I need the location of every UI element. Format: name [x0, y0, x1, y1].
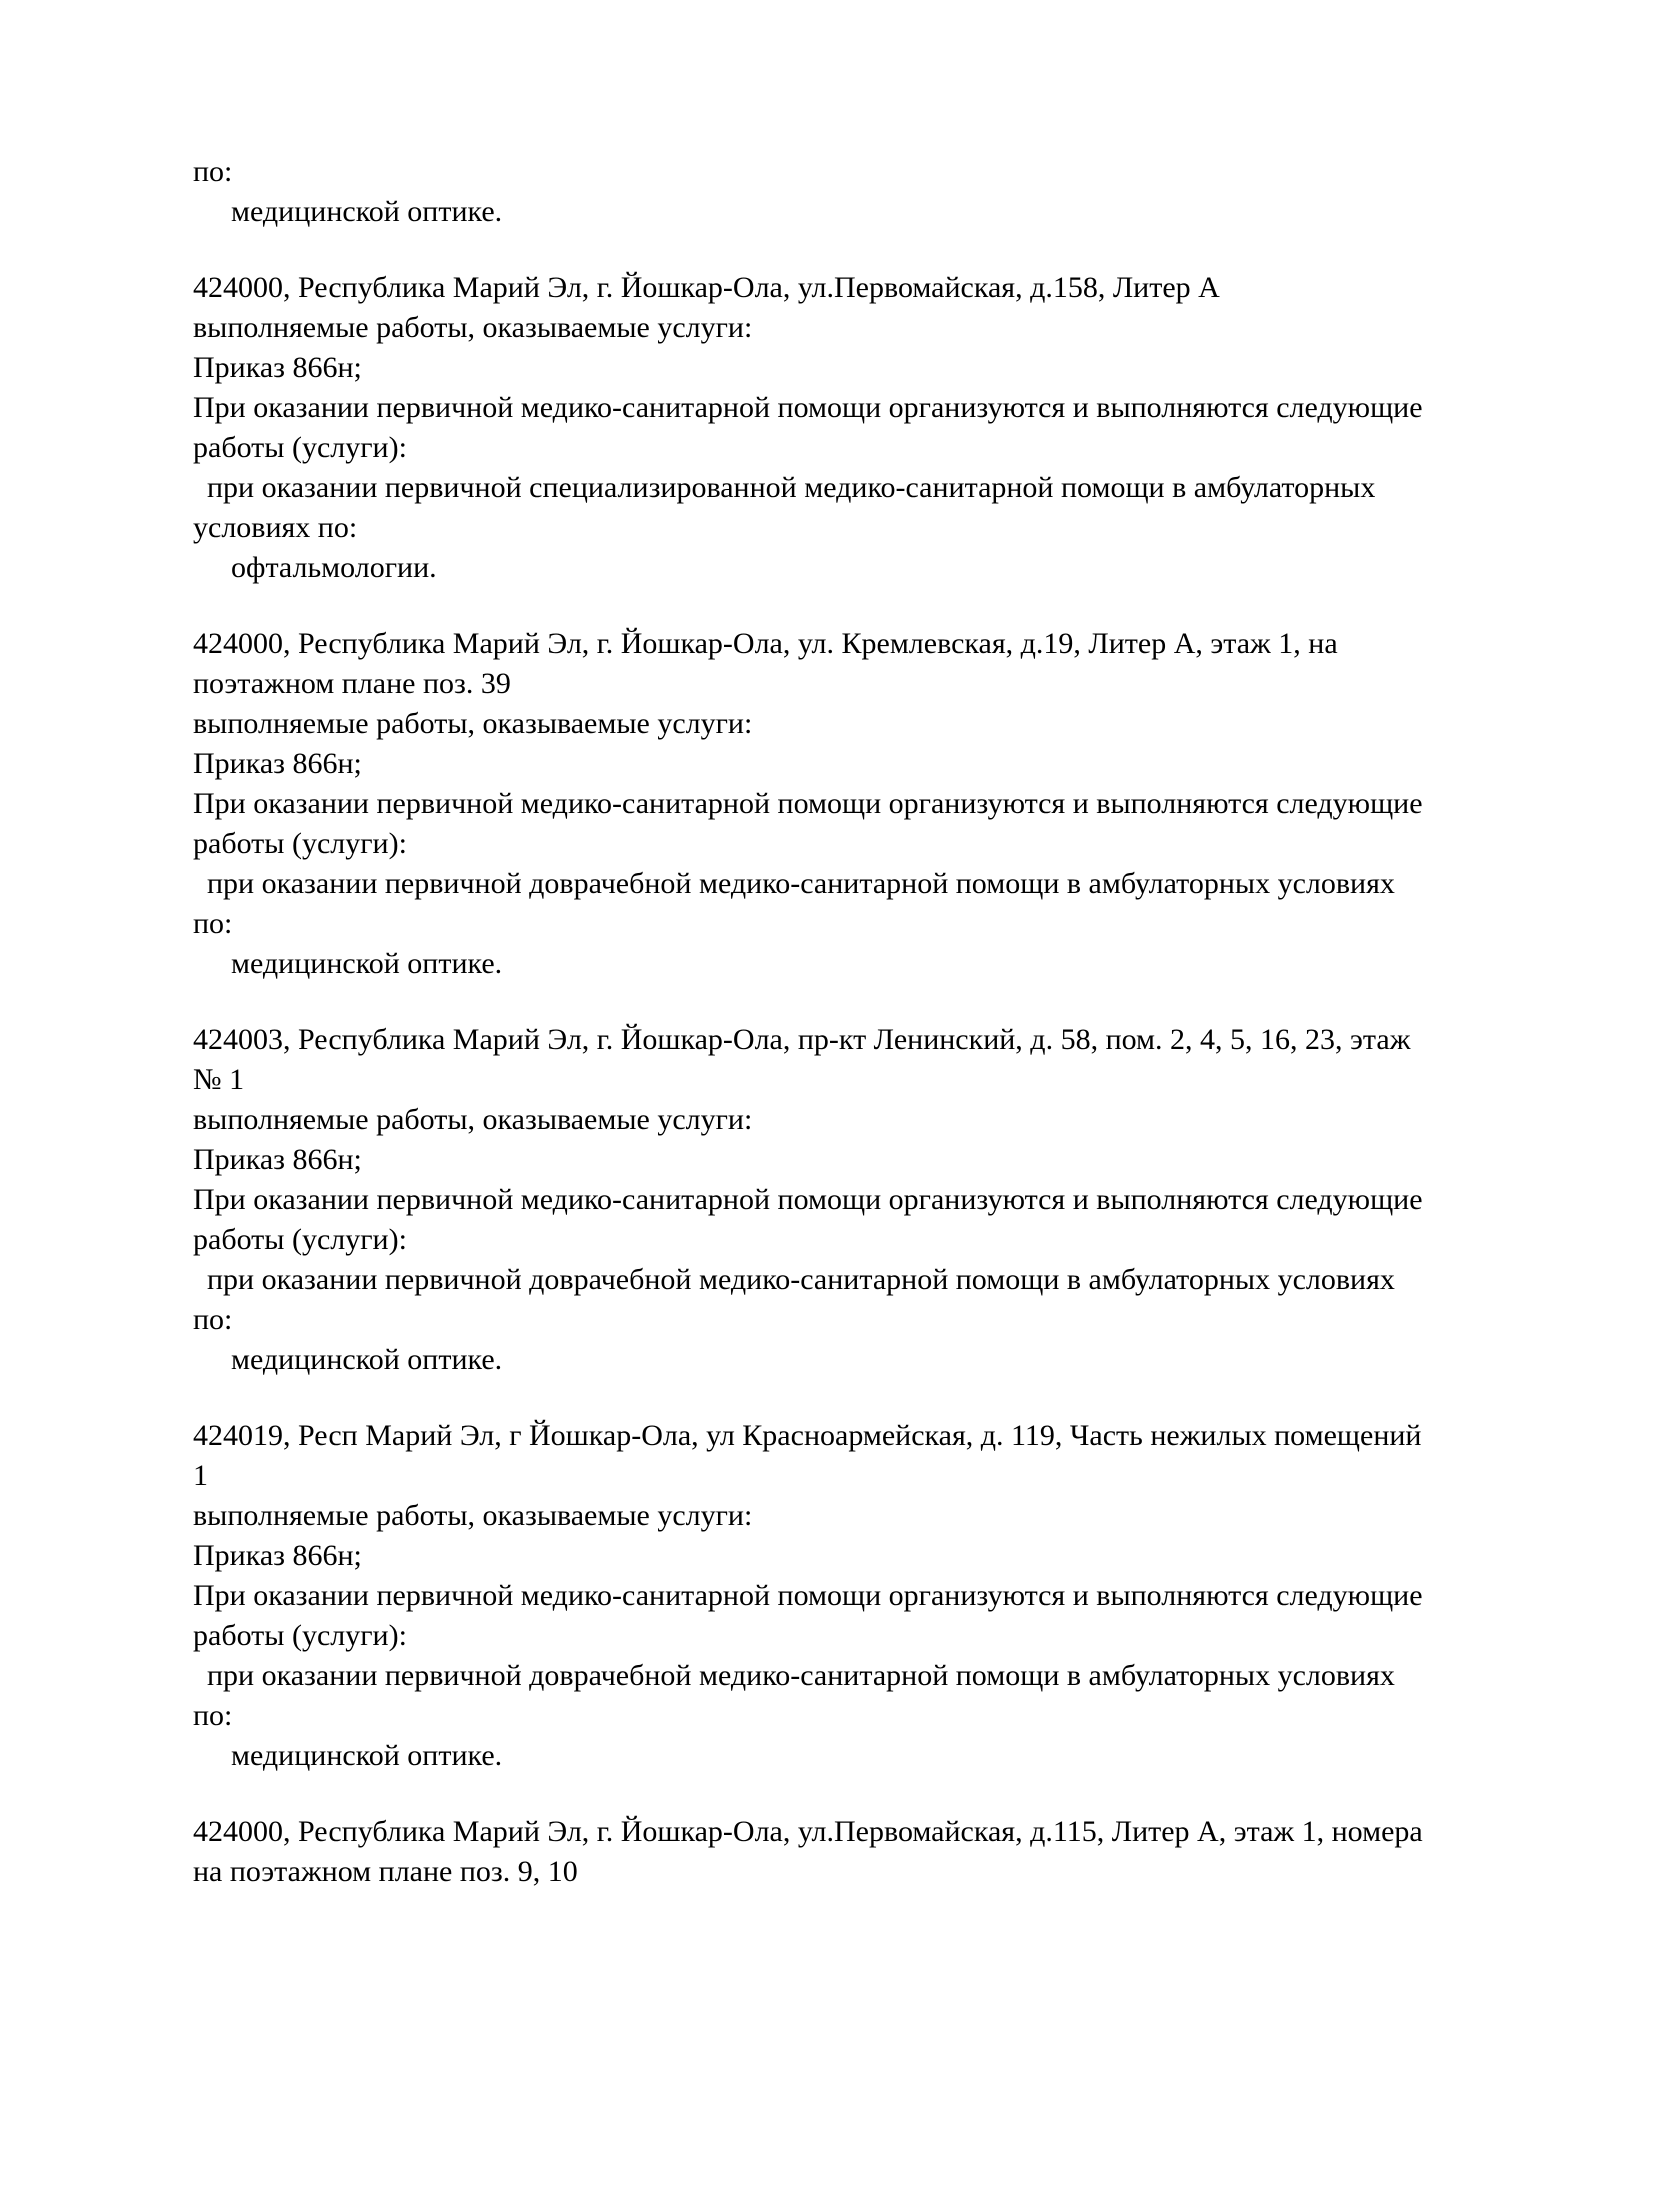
paragraph-gap: [193, 984, 1558, 1020]
specialty-line: медицинской оптике.: [231, 195, 503, 228]
service-item-line: условиях по:: [193, 511, 358, 544]
paragraph-gap: [193, 1380, 1558, 1416]
paragraph-gap: [193, 1776, 1558, 1812]
body-text-line: работы (услуги):: [193, 1619, 407, 1652]
address-line: № 1: [193, 1063, 245, 1096]
address-line: 424000, Республика Марий Эл, г. Йошкар-Ола, ул.Первомайская, д.115, Литер А, этаж 1, номера: [193, 1815, 1423, 1848]
body-text-line: работы (услуги):: [193, 431, 407, 464]
body-text-line: по:: [193, 155, 233, 188]
address-line: 424000, Республика Марий Эл, г. Йошкар-Ола, ул.Первомайская, д.158, Литер А: [193, 271, 1220, 304]
address-line: на поэтажном плане поз. 9, 10: [193, 1855, 578, 1888]
service-item-line: при оказании первичной специализированной медико-санитарной помощи в амбулаторных: [207, 471, 1376, 504]
specialty-line: медицинской оптике.: [231, 947, 503, 980]
address-line: 424003, Республика Марий Эл, г. Йошкар-Ола, пр-кт Ленинский, д. 58, пом. 2, 4, 5, 16, 23, этаж: [193, 1023, 1411, 1056]
body-text-line: При оказании первичной медико-санитарной помощи организуются и выполняются следующие: [193, 391, 1423, 424]
specialty-line: медицинской оптике.: [231, 1343, 503, 1376]
specialty-line: медицинской оптике.: [231, 1739, 503, 1772]
service-item-line: по:: [193, 1699, 233, 1732]
body-text-line: При оказании первичной медико-санитарной помощи организуются и выполняются следующие: [193, 1183, 1423, 1216]
body-text-line: работы (услуги):: [193, 1223, 407, 1256]
order-reference-line: Приказ 866н;: [193, 747, 362, 780]
address-line: 424000, Республика Марий Эл, г. Йошкар-Ола, ул. Кремлевская, д.19, Литер А, этаж 1, на: [193, 627, 1338, 660]
specialty-line: офтальмологии.: [231, 551, 437, 584]
body-text-line: работы (услуги):: [193, 827, 407, 860]
service-item-line: по:: [193, 1303, 233, 1336]
service-item-line: по:: [193, 907, 233, 940]
paragraph-gap: [193, 232, 1558, 268]
address-line: 424019, Респ Марий Эл, г Йошкар-Ола, ул Красноармейская, д. 119, Часть нежилых помещений: [193, 1419, 1422, 1452]
body-text-line: При оказании первичной медико-санитарной помощи организуются и выполняются следующие: [193, 1579, 1423, 1612]
services-header-line: выполняемые работы, оказываемые услуги:: [193, 1499, 753, 1532]
services-header-line: выполняемые работы, оказываемые услуги:: [193, 1103, 753, 1136]
services-header-line: выполняемые работы, оказываемые услуги:: [193, 707, 753, 740]
order-reference-line: Приказ 866н;: [193, 1539, 362, 1572]
paragraph-gap: [193, 588, 1558, 624]
order-reference-line: Приказ 866н;: [193, 1143, 362, 1176]
order-reference-line: Приказ 866н;: [193, 351, 362, 384]
service-item-line: при оказании первичной доврачебной медико-санитарной помощи в амбулаторных условиях: [207, 1263, 1395, 1296]
body-text-line: При оказании первичной медико-санитарной помощи организуются и выполняются следующие: [193, 787, 1423, 820]
address-line: поэтажном плане поз. 39: [193, 667, 511, 700]
service-item-line: при оказании первичной доврачебной медико-санитарной помощи в амбулаторных условиях: [207, 1659, 1395, 1692]
services-header-line: выполняемые работы, оказываемые услуги:: [193, 311, 753, 344]
address-line: 1: [193, 1459, 208, 1492]
service-item-line: при оказании первичной доврачебной медико-санитарной помощи в амбулаторных условиях: [207, 867, 1395, 900]
